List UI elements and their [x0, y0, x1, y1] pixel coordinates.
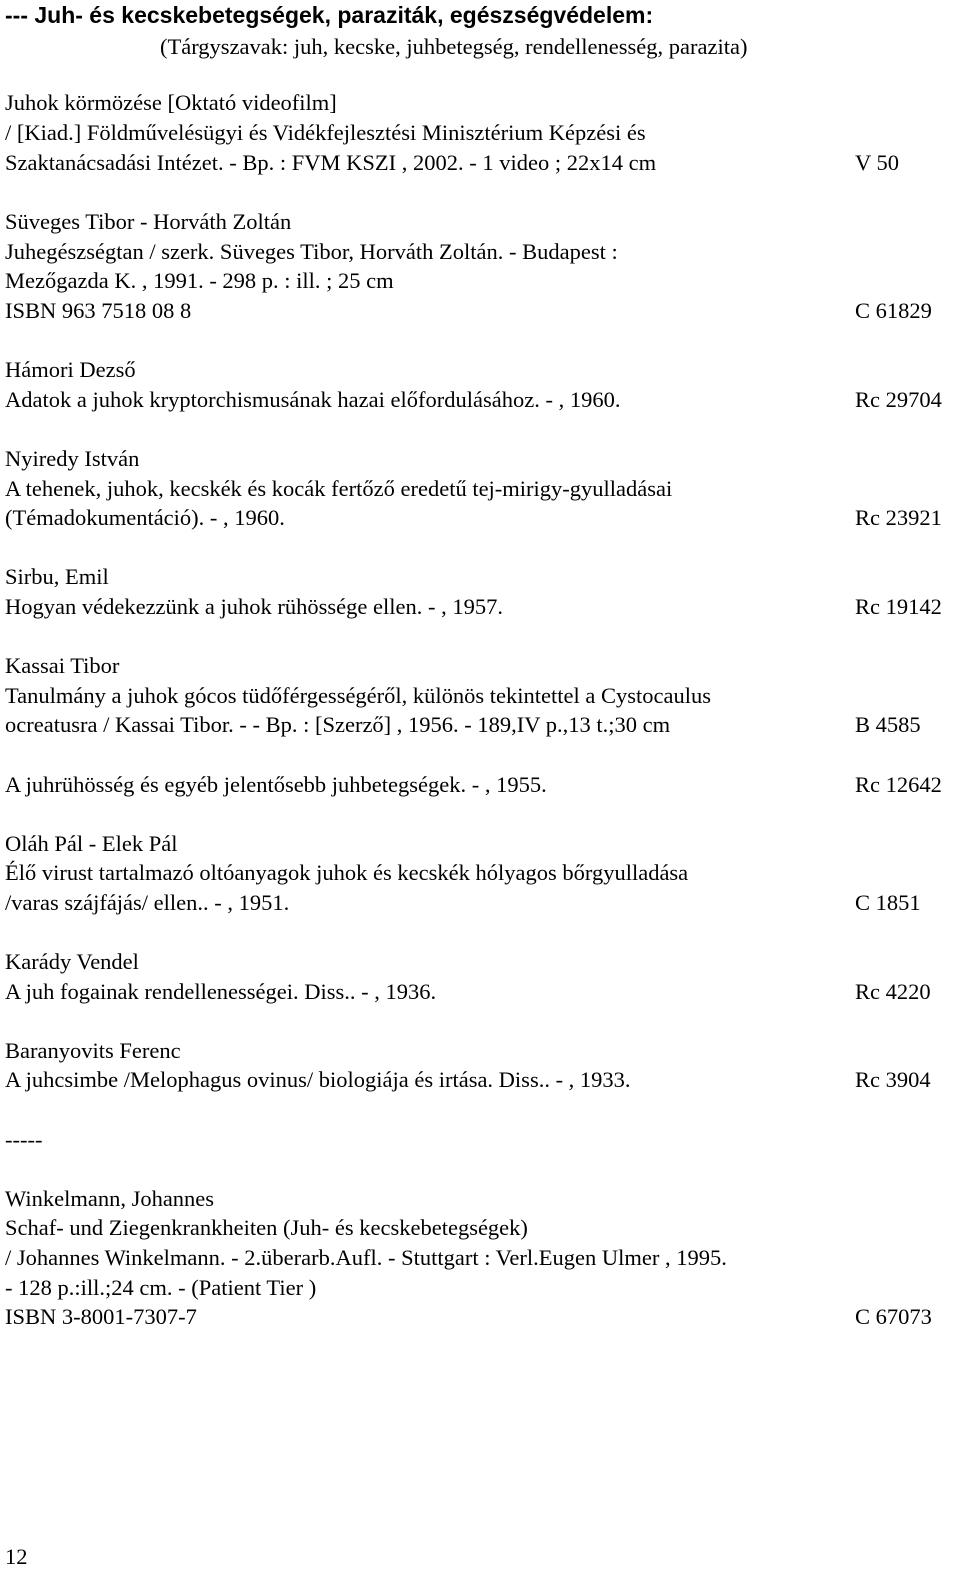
call-number: V 50: [855, 150, 899, 175]
entry-line: - 128 p.:ill.;24 cm. - (Patient Tier ): [5, 1275, 317, 1300]
entry-line: A juhrühösség és egyéb jelentősebb juhbetegségek. - , 1955.: [5, 772, 547, 797]
call-number: Rc 3904: [855, 1067, 931, 1092]
entry-line: ISBN 3-8001-7307-7: [5, 1304, 197, 1329]
call-number: B 4585: [855, 712, 921, 737]
entry-line: Tanulmány a juhok gócos tüdőférgességéről, különös tekintettel a Cystocaulus: [5, 683, 711, 708]
entry-line: Juhok körmözése [Oktató videofilm]: [5, 90, 337, 115]
section-title: --- Juh- és kecskebetegségek, paraziták, egészségvédelem:: [5, 2, 654, 28]
call-number: C 1851: [855, 890, 921, 915]
entry-line: Juhegészségtan / szerk. Süveges Tibor, Horváth Zoltán. - Budapest :: [5, 239, 618, 264]
entry-line: ISBN 963 7518 08 8: [5, 298, 192, 323]
entry-line: Baranyovits Ferenc: [5, 1038, 181, 1063]
entry-line: Karády Vendel: [5, 949, 139, 974]
keywords-line: (Tárgyszavak: juh, kecske, juhbetegség, rendellenesség, parazita): [160, 34, 748, 59]
call-number: C 67073: [855, 1304, 932, 1329]
entry-line: Hogyan védekezzünk a juhok rühössége ellen. - , 1957.: [5, 594, 503, 619]
entry-line: Mezőgazda K. , 1991. - 298 p. : ill. ; 25 cm: [5, 268, 394, 293]
page-number: 12: [5, 1544, 28, 1569]
entry-line: / [Kiad.] Földművelésügyi és Vidékfejlesztési Minisztérium Képzési és: [5, 120, 646, 145]
call-number: Rc 23921: [855, 505, 942, 530]
entry-line: Kassai Tibor: [5, 653, 120, 678]
entry-line: / Johannes Winkelmann. - 2.überarb.Aufl. - Stuttgart : Verl.Eugen Ulmer , 1995.: [5, 1245, 727, 1270]
call-number: Rc 29704: [855, 387, 942, 412]
entry-line: Nyiredy István: [5, 446, 140, 471]
entry-line: Schaf- und Ziegenkrankheiten (Juh- és kecskebetegségek): [5, 1215, 528, 1240]
entry-line: (Témadokumentáció). - , 1960.: [5, 505, 285, 530]
entry-line: Hámori Dezső: [5, 357, 136, 382]
entry-line: A juhcsimbe /Melophagus ovinus/ biologiája és irtása. Diss.. - , 1933.: [5, 1067, 631, 1092]
entry-line: Süveges Tibor - Horváth Zoltán: [5, 209, 292, 234]
call-number: Rc 12642: [855, 772, 942, 797]
call-number: Rc 19142: [855, 594, 942, 619]
entry-line: A tehenek, juhok, kecskék és kocák fertőző eredetű tej-mirigy-gyulladásai: [5, 476, 673, 501]
entry-line: Szaktanácsadási Intézet. - Bp. : FVM KSZI , 2002. - 1 video ; 22x14 cm: [5, 150, 657, 175]
separator: -----: [5, 1127, 43, 1152]
entry-line: /varas szájfájás/ ellen.. - , 1951.: [5, 890, 290, 915]
entry-line: ocreatusra / Kassai Tibor. - - Bp. : [Szerző] , 1956. - 189,IV p.,13 t.;30 cm: [5, 712, 671, 737]
entry-line: Winkelmann, Johannes: [5, 1186, 215, 1211]
entry-line: Sirbu, Emil: [5, 564, 109, 589]
entry-line: Oláh Pál - Elek Pál: [5, 831, 178, 856]
entry-line: Adatok a juhok kryptorchismusának hazai előfordulásához. - , 1960.: [5, 387, 621, 412]
call-number: Rc 4220: [855, 979, 931, 1004]
entry-line: A juh fogainak rendellenességei. Diss.. - , 1936.: [5, 979, 437, 1004]
call-number: C 61829: [855, 298, 932, 323]
entry-line: Élő virust tartalmazó oltóanyagok juhok és kecskék hólyagos bőrgyulladása: [5, 860, 689, 885]
